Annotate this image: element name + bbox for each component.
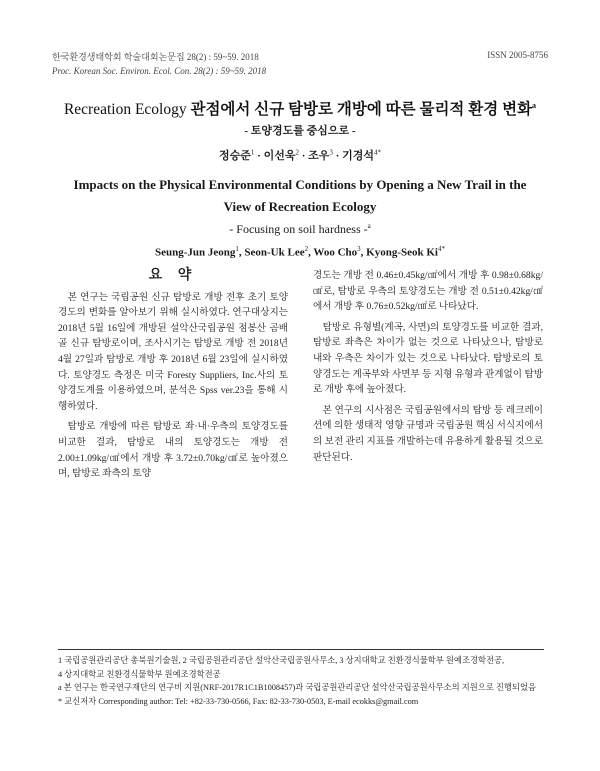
- issn: ISSN 2005-8756: [487, 50, 548, 60]
- footnote-corresponding-author: * 교신저자 Corresponding author: Tel: +82-33-730-0566, Fax: 82-33-730-0503, E-mail ecokks@gmail.com: [58, 696, 419, 706]
- author-ko: 조우: [308, 150, 330, 162]
- author-ko: 기경석: [342, 150, 374, 162]
- author-ko-affil: 4*: [373, 148, 381, 157]
- author-ko: 정승준: [219, 150, 251, 162]
- author-separator: ·: [254, 150, 264, 162]
- author-en-separator: ,: [360, 246, 367, 259]
- abstract-paragraph-continued: 경도는 개방 전 0.46±0.45kg/㎠에서 개방 후 0.98±0.68kg/㎠로, 탐방로 우측의 토양경도는 개방 전 0.51±0.42kg/㎠에서 개방 후 0.76±0.52kg/㎠로 나타났다.: [313, 270, 543, 313]
- title-english: Impacts on the Physical Environmental Conditions by Opening a New Trail in the View of Recreation Ecology: [73, 177, 527, 214]
- abstract-left-column: [58, 268, 288, 487]
- author-en-separator: ,: [238, 246, 245, 259]
- abstract-paragraph: 본 연구의 시사점은 국립공원에서의 탐방 등 레크레이션에 의한 생태적 영향 규명과 국립공원 핵심 서식지에서의 보전 관리 지표를 개발하는데 유용하게 활용될 것으로 판단된다.: [313, 404, 543, 463]
- abstract-heading: 요 약: [148, 268, 198, 283]
- authors-korean: [0, 147, 600, 163]
- footnote-divider: [58, 649, 544, 650]
- journal-citation-ko: 한국환경생태학회 학술대회논문집 28(2) : 59~59. 2018: [52, 52, 259, 62]
- title-korean-text: 관점에서 신규 탐방로 개방에 따른 물리적 환경 변화: [186, 101, 533, 118]
- abstract-paragraph: 탐방로 개방에 따른 탐방로 좌·내·우측의 토양경도를 비교한 결과, 탐방로 내의 토양경도는 개방 전 2.00±1.09kg/㎠에서 개방 후 3.72±0.70kg/㎠로 높아졌으며, 탐방로 좌측의 토양: [58, 421, 288, 480]
- author-en: Kyong-Seok Ki: [366, 246, 438, 259]
- title-korean: [0, 97, 600, 119]
- journal-header: [52, 50, 266, 78]
- author-ko-affil: 2: [295, 148, 299, 157]
- author-en-separator: ,: [308, 246, 314, 259]
- author-en: Seung-Jun Jeong: [155, 246, 236, 259]
- footnote-funding: a 본 연구는 한국연구재단의 연구비 지원(NRF-2017R1C1B1008457)과 국립공원관리공단 설악산국립공원사무소의 지원으로 진행되었음: [58, 683, 536, 692]
- authors-english: [0, 245, 600, 259]
- journal-citation-en: Proc. Korean Soc. Environ. Ecol. Con. 28(2) : 59~59. 2018: [52, 66, 267, 76]
- author-en-affil: 4*: [437, 245, 445, 253]
- author-en-affil: 3: [357, 245, 361, 253]
- author-separator: ·: [298, 150, 309, 162]
- title-korean-footnote-mark: a: [532, 100, 537, 110]
- footnote-affiliations: 1 국립공원관리공단 총북원기술원, 2 국립공원관리공단 설악산국립공원사무소, 3 상지대학교 친환경식물학부 원예조경학전공,: [58, 656, 505, 665]
- subtitle-english: [0, 222, 600, 237]
- footnotes: [58, 654, 544, 708]
- title-korean-english-part: Recreation Ecology: [63, 101, 187, 118]
- author-en: Woo Cho: [313, 246, 358, 259]
- author-en: Seon-Uk Lee: [244, 246, 305, 259]
- subtitle-english-footnote-mark: a: [367, 222, 371, 230]
- author-en-affil: 2: [304, 245, 309, 253]
- abstract-paragraph: 탐방로 유형별(계곡, 사면)의 토양경도를 비교한 결과, 탐방로 좌측은 차이가 없는 것으로 나타났으나, 탐방로 내와 우측은 차이가 있는 것으로 나타났다. 탐방로의 토양경도는 계곡부와 사면부 등 지형 유형과 관계없이 탐방로 개방 후에 높아졌다.: [313, 321, 543, 396]
- abstract-right-column: [313, 268, 543, 470]
- author-ko-affil: 1: [250, 148, 255, 157]
- author-ko-affil: 3: [329, 148, 333, 157]
- subtitle-english-text: - Focusing on soil hardness -: [229, 222, 368, 236]
- author-separator: ·: [332, 150, 343, 162]
- subtitle-korean: - 토양경도를 중심으로 -: [244, 125, 356, 137]
- author-ko: 이선욱: [263, 150, 296, 162]
- abstract-paragraph: 본 연구는 국립공원 신규 탐방로 개방 전후 초기 토양경도의 변화를 알아보기 위해 실시하였다. 연구대상지는 2018년 5월 16일에 개방된 설악산국립공원 점봉산 곰배골 신규 탐방로이며, 조사시기는 탐방로 개방 전 2018년 4월 27일과 탐방로 개방 후 2018년 6월 23일에 실시하였다. 토양경도 측정은 미국 Foresty Suppliers, Inc.사의 토양경도계를 이용하였으며, 분석은 Spss ver.23을 통해 시행하였다.: [58, 291, 288, 412]
- author-en-affil: 1: [235, 245, 239, 253]
- footnote-affiliations-cont: 4 상지대학교 친환경식물학부 원예조경학전공: [58, 669, 221, 679]
